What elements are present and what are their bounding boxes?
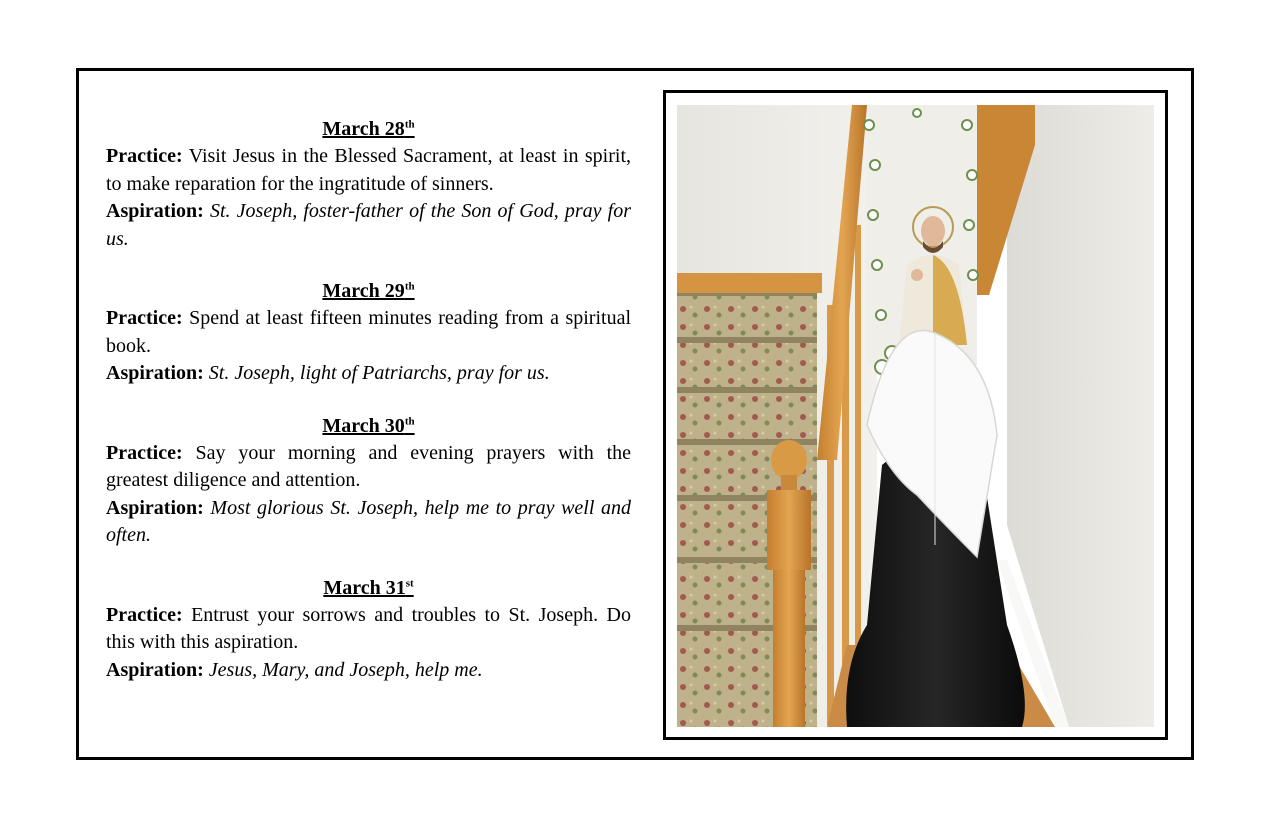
entry-march-30 [106,413,631,550]
devotion-text-column [106,116,631,709]
aspiration-label: Aspiration: [106,362,204,384]
entry-march-29 [106,278,631,388]
entry-date: March 28th [322,118,415,140]
aspiration-text: Jesus, Mary, and Joseph, help me. [208,658,483,681]
aspiration-line [106,657,631,685]
date-suffix: th [404,414,415,427]
aspiration-line [106,360,631,388]
date-suffix: th [404,280,415,293]
practice-line [106,143,631,198]
entry-march-31 [106,575,631,685]
landing-edge [677,273,822,293]
date-suffix: st [405,576,414,589]
practice-label: Practice: [106,603,183,626]
practice-line [106,602,631,657]
practice-text: Visit Jesus in the Blessed Sacrament, at least in spirit, to make reparation for the ingratitude of sinners. [106,145,631,195]
photo-frame [663,90,1168,740]
practice-text: Say your morning and evening prayers with the greatest diligence and attention. [106,441,632,491]
practice-label: Practice: [106,145,183,167]
date-suffix: th [404,118,415,131]
stairway-photo [677,105,1154,727]
entry-date: March 31st [323,576,414,599]
practice-label: Practice: [106,307,183,329]
practice-text: Entrust your sorrows and troubles to St. Joseph. Do this with this aspiration. [106,603,631,653]
aspiration-text: St. Joseph, light of Patriarchs, pray for us. [208,362,550,384]
aspiration-label: Aspiration: [106,200,204,222]
aspiration-text: St. Joseph, foster-father of the Son of God, pray for us. [106,200,631,250]
photo-illustration [677,105,1154,727]
aspiration-line [106,198,631,253]
aspiration-line [106,495,631,550]
aspiration-label: Aspiration: [106,658,204,681]
entry-march-28 [106,116,631,253]
entry-date: March 30th [322,414,415,437]
practice-label: Practice: [106,441,183,464]
entry-date: March 29th [322,280,415,302]
practice-line [106,440,631,495]
practice-text: Spend at least fifteen minutes reading from a spiritual book. [106,307,632,357]
aspiration-text: Most glorious St. Joseph, help me to pray well and often. [106,496,632,546]
aspiration-label: Aspiration: [106,496,204,519]
practice-line [106,305,631,360]
